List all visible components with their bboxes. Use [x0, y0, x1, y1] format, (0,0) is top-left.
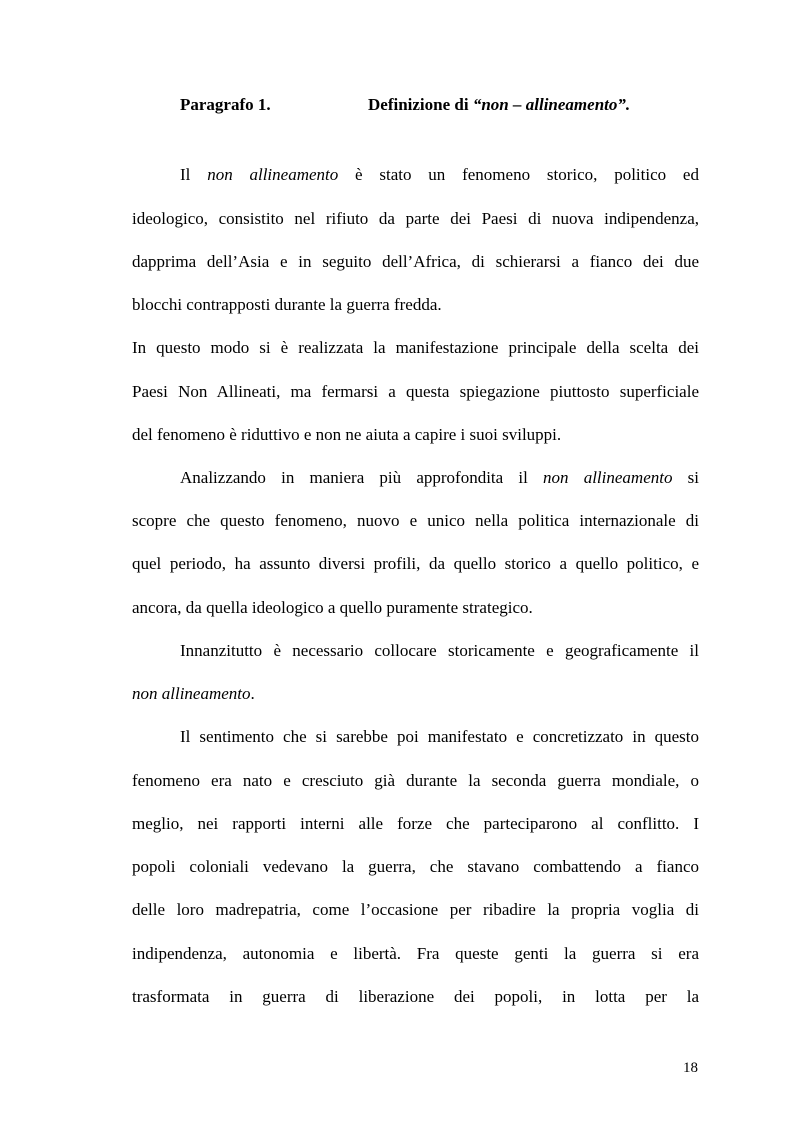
- section-title: [368, 94, 630, 116]
- line-pre: Analizzando in maniera più approfondita il: [180, 468, 544, 487]
- text-line: trasformata in guerra di liberazione dei popoli, in lotta per la: [132, 987, 699, 1006]
- section-title-prefix: Definizione di: [368, 95, 473, 114]
- text-line: quel periodo, ha assunto diversi profili, da quello storico a quello politico, e: [132, 554, 699, 573]
- text-line: meglio, nei rapporti interni alle forze che parteciparono al conflitto. I: [132, 814, 699, 833]
- text-line: Paesi Non Allineati, ma fermarsi a questa spiegazione piuttosto superficiale: [132, 382, 699, 401]
- text-line: [132, 683, 699, 705]
- line-italic: non allineamento: [543, 468, 673, 487]
- line-italic: non allineamento: [207, 165, 339, 184]
- line-post: .: [250, 684, 255, 703]
- line-post: è stato un fenomeno storico, politico ed: [338, 165, 699, 184]
- text-line: delle loro madrepatria, come l’occasione per ribadire la propria voglia di: [132, 900, 699, 919]
- text-line: popoli coloniali vedevano la guerra, che stavano combattendo a fianco: [132, 857, 699, 876]
- text-line: indipendenza, autonomia e libertà. Fra queste genti la guerra si era: [132, 944, 699, 963]
- line-pre: Il: [180, 165, 208, 184]
- text-line: In questo modo si è realizzata la manifestazione principale della scelta dei: [132, 338, 699, 357]
- text-line: Innanzitutto è necessario collocare storicamente e geograficamente il: [180, 641, 699, 660]
- section-title-italic: “non – allineamento”.: [472, 95, 631, 114]
- text-line: dapprima dell’Asia e in seguito dell’Africa, di schierarsi a fianco dei due: [132, 252, 699, 271]
- text-line: fenomeno era nato e cresciuto già durante la seconda guerra mondiale, o: [132, 771, 699, 790]
- text-line: [180, 164, 699, 186]
- text-line: Il sentimento che si sarebbe poi manifestato e concretizzato in questo: [180, 727, 699, 746]
- text-line: blocchi contrapposti durante la guerra fredda.: [132, 295, 442, 314]
- text-line: [180, 467, 699, 489]
- line-post: si: [672, 468, 699, 487]
- text-line: del fenomeno è riduttivo e non ne aiuta a capire i suoi sviluppi.: [132, 425, 562, 444]
- text-line: scopre che questo fenomeno, nuovo e unico nella politica internazionale di: [132, 511, 699, 530]
- text-line: ideologico, consistito nel rifiuto da parte dei Paesi di nuova indipendenza,: [132, 209, 699, 228]
- page-number: 18: [683, 1060, 698, 1076]
- line-italic: non allineamento: [132, 684, 251, 703]
- section-label: Paragrafo 1.: [180, 95, 271, 114]
- text-line: ancora, da quella ideologico a quello puramente strategico.: [132, 598, 533, 617]
